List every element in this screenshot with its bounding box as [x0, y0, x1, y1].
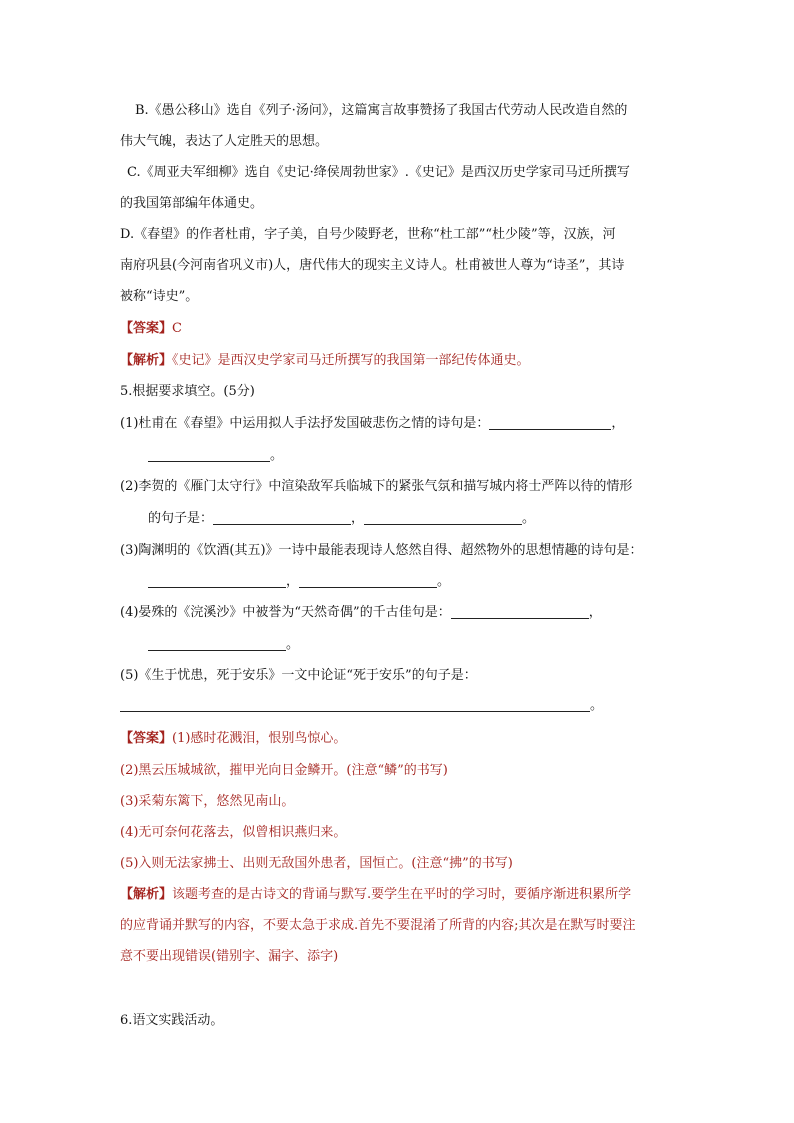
q5-item-1: [120, 415, 680, 433]
q5-item-1-cont: [148, 447, 708, 465]
q5-item-3: (3)陶渊明的《饮酒(其五)》一诗中最能表现诗人悠然自得、超然物外的思想情趣的诗句是：: [120, 543, 643, 558]
fill-blank[interactable]: [489, 415, 611, 430]
q5-answer-3: (3)采菊东篱下，悠然见南山。: [120, 794, 295, 809]
q5-item-1-end: 。: [270, 448, 284, 463]
fill-blank[interactable]: [213, 510, 351, 525]
q5-answer-1: [120, 730, 680, 748]
fill-blank[interactable]: [299, 573, 437, 588]
q5-item-2: (2)李贺的《雁门太守行》中渲染敌军兵临城下的紧张气氛和描写城内将士严阵以待的情形: [120, 479, 633, 494]
analysis-text: 《史记》是西汉史学家司马迁所撰写的我国第一部纪传体通史。: [172, 353, 530, 368]
analysis-label: 【解析】: [120, 887, 173, 902]
analysis-text: 该题考查的是古诗文的背诵与默写.要学生在平时的学习时，要循序渐进积累所学: [172, 887, 632, 902]
q5-item-2-sep: ，: [351, 511, 365, 526]
q5-item-2-lead: 的句子是：: [148, 511, 214, 526]
q5-item-4-text: (4)晏殊的《浣溪沙》中被誉为“天然奇偶”的千古佳句是：: [120, 605, 451, 620]
q4-answer: [120, 320, 680, 338]
answer-text: C: [172, 321, 182, 336]
q5-item-4-cont: [148, 636, 708, 654]
q4-analysis: [120, 352, 680, 370]
q6-stem: 6.语文实践活动。: [120, 1013, 224, 1028]
q5-item-5: (5)《生于忧患，死于安乐》一文中论证“死于安乐”的句子是：: [120, 668, 477, 683]
q5-item-4-end: 。: [286, 637, 300, 652]
option-c-line-1: C.《周亚夫军细柳》选自《史记·绛侯周勃世家》.《史记》是西汉历史学家司马迁所撰写: [127, 165, 630, 180]
answer-label: 【答案】: [120, 321, 173, 336]
q5-item-3-cont: [148, 573, 708, 591]
option-b-line-1: B.《愚公移山》选自《列子·汤问》，这篇寓言故事赞扬了我国古代劳动人民改造自然的: [135, 103, 628, 118]
q5-item-3-end: 。: [437, 574, 451, 589]
q5-answer-4: (4)无可奈何花落去，似曾相识燕归来。: [120, 825, 347, 840]
option-b-line-2: 伟大气魄，表达了人定胜天的思想。: [120, 134, 329, 149]
fill-blank[interactable]: [148, 636, 286, 651]
q5-item-5-cont: [120, 697, 680, 715]
q5-item-4-sep: ，: [588, 605, 602, 620]
q5-item-1-sep: ，: [611, 416, 625, 431]
q5-answer-2: (2)黑云压城城欲，摧甲光向日金鳞开。(注意“鳞”的书写): [120, 763, 448, 778]
q5-analysis-2: 的应背诵并默写的内容，不要太急于求成.首先不要混淆了所背的内容;其次是在默写时要注: [120, 918, 636, 933]
q5-stem: 5.根据要求填空。(5分): [120, 384, 255, 399]
q5-analysis-1: [120, 886, 680, 904]
q5-item-2-cont: [148, 510, 708, 528]
option-d-line-2: 南府巩县(今河南省巩义市)人，唐代伟大的现实主义诗人。杜甫被世人尊为“诗圣”，其诗: [120, 258, 625, 273]
q5-item-1-text: (1)杜甫在《春望》中运用拟人手法抒发国破悲伤之情的诗句是：: [120, 416, 490, 431]
answer-text: (1)感时花溅泪，恨别鸟惊心。: [172, 731, 347, 746]
q5-answer-5: (5)入则无法家拂士、出则无敌国外患者，国恒亡。(注意“拂”的书写): [120, 856, 513, 871]
option-c-line-2: 的我国第部编年体通史。: [120, 196, 264, 211]
q5-item-5-end: 。: [590, 698, 604, 713]
fill-blank[interactable]: [364, 510, 522, 525]
q5-analysis-3: 意不要出现错误(错别字、漏字、添字): [120, 949, 339, 964]
fill-blank[interactable]: [148, 447, 270, 462]
fill-blank[interactable]: [148, 573, 286, 588]
q5-item-4: [120, 604, 680, 622]
option-d-line-1: D.《春望》的作者杜甫，字子美，自号少陵野老，世称“杜工部”“杜少陵”等，汉族，河: [120, 227, 616, 242]
fill-blank[interactable]: [120, 697, 590, 712]
option-d-line-3: 被称“诗史”。: [120, 289, 199, 304]
q5-item-3-sep: ，: [286, 574, 300, 589]
q5-item-2-end: 。: [522, 511, 536, 526]
answer-label: 【答案】: [120, 731, 173, 746]
fill-blank[interactable]: [451, 604, 589, 619]
analysis-label: 【解析】: [120, 353, 173, 368]
